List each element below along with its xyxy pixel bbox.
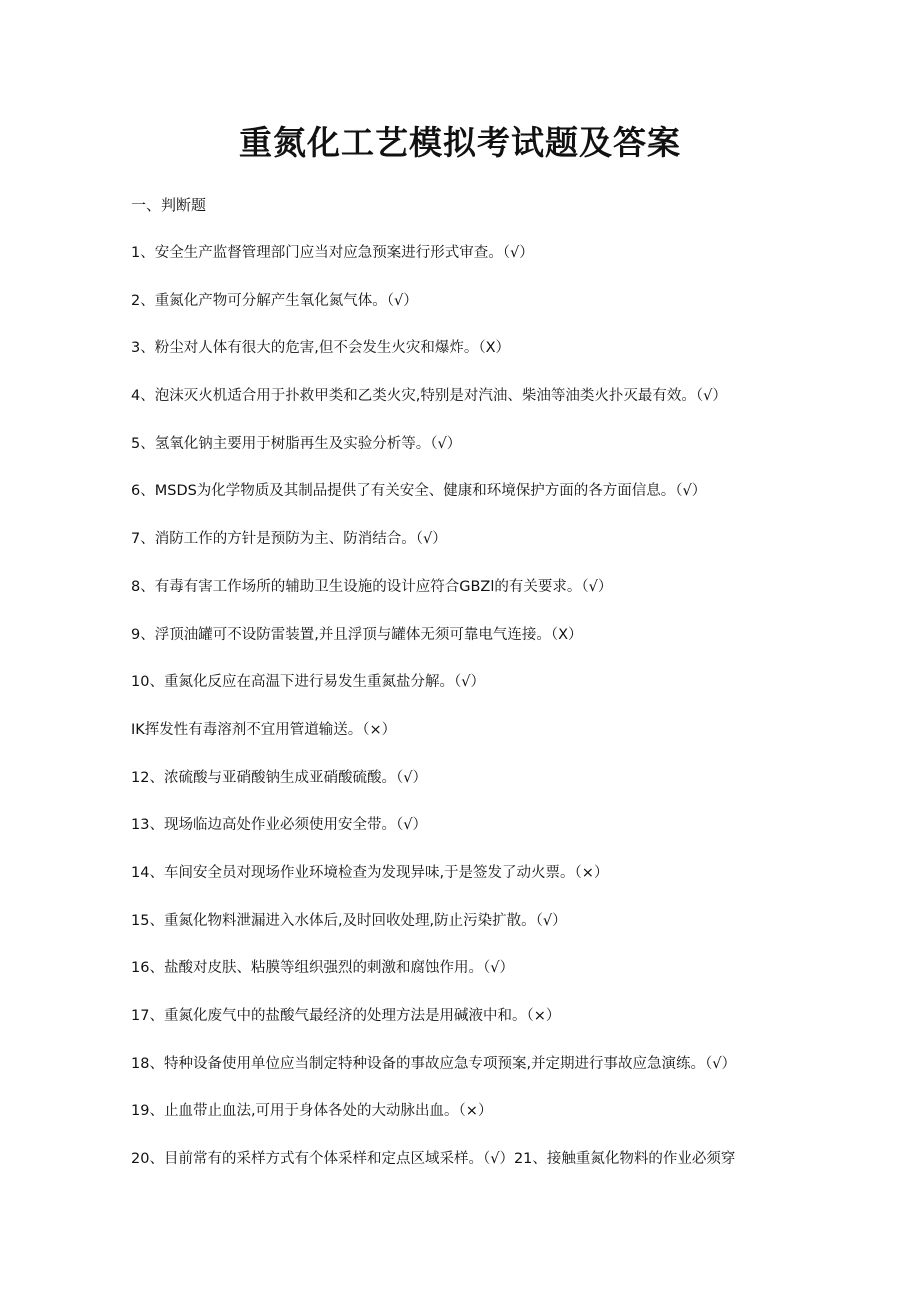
question-item: 1、安全生产监督管理部门应当对应急预案进行形式审查。（√） xyxy=(131,245,534,261)
question-item: 8、有毒有害工作场所的辅助卫生设施的设计应符合GBZl的有关要求。（√） xyxy=(131,578,613,595)
question-item: 4、泡沫灭火机适合用于扑救甲类和乙类火灾,特别是对汽油、柴油等油类火扑灭最有效。（√） xyxy=(131,388,727,405)
question-item: 17、重氮化废气中的盐酸气最经济的处理方法是用碱液中和。（×） xyxy=(131,1008,561,1024)
question-item: 14、车间安全员对现场作业环境检查为发现异味,于是签发了动火票。（×） xyxy=(131,864,609,881)
question-item: 7、消防工作的方针是预防为主、防消结合。（√） xyxy=(131,531,447,548)
question-item: 3、粉尘对人体有很大的危害,但不会发生火灾和爆炸。（X） xyxy=(131,340,511,357)
question-item: 18、特种设备使用单位应当制定特种设备的事故应急专项预案,并定期进行事故应急演练。（√） xyxy=(131,1055,737,1072)
question-item: 10、重氮化反应在高温下进行易发生重氮盐分解。（√） xyxy=(131,674,485,691)
question-item: 20、目前常有的采样方式有个体采样和定点区域采样。（√）21、接触重氮化物料的作业必须穿 xyxy=(131,1151,736,1168)
question-list xyxy=(131,241,791,1195)
question-item: 5、氢氧化钠主要用于树脂再生及实验分析等。（√） xyxy=(131,435,462,452)
question-item: 13、现场临边高处作业必须使用安全带。（√） xyxy=(131,817,427,834)
question-item: 6、MSDS为化学物质及其制品提供了有关安全、健康和环境保护方面的各方面信息。（√） xyxy=(131,483,707,500)
question-item: IK挥发性有毒溶剂不宜用管道输送。（×） xyxy=(131,721,397,738)
question-item: 12、浓硫酸与亚硝酸钠生成亚硝酸硫酸。（√） xyxy=(131,769,427,786)
question-item: 15、重氮化物料泄漏进入水体后,及时回收处理,防止污染扩散。（√） xyxy=(131,912,567,929)
question-item: 19、止血带止血法,可用于身体各处的大动脉出血。（×） xyxy=(131,1103,493,1120)
question-item: 2、重氮化产物可分解产生氧化氮气体。（√） xyxy=(131,292,418,309)
question-item: 16、盐酸对皮肤、粘膜等组织强烈的刺激和腐蚀作用。（√） xyxy=(131,960,514,977)
section-heading: 一、判断题 xyxy=(131,196,207,214)
question-item: 9、浮顶油罐可不设防雷装置,并且浮顶与罐体无须可靠电气连接。（X） xyxy=(131,626,583,643)
document-title: 重氮化工艺模拟考试题及答案 xyxy=(239,123,681,162)
